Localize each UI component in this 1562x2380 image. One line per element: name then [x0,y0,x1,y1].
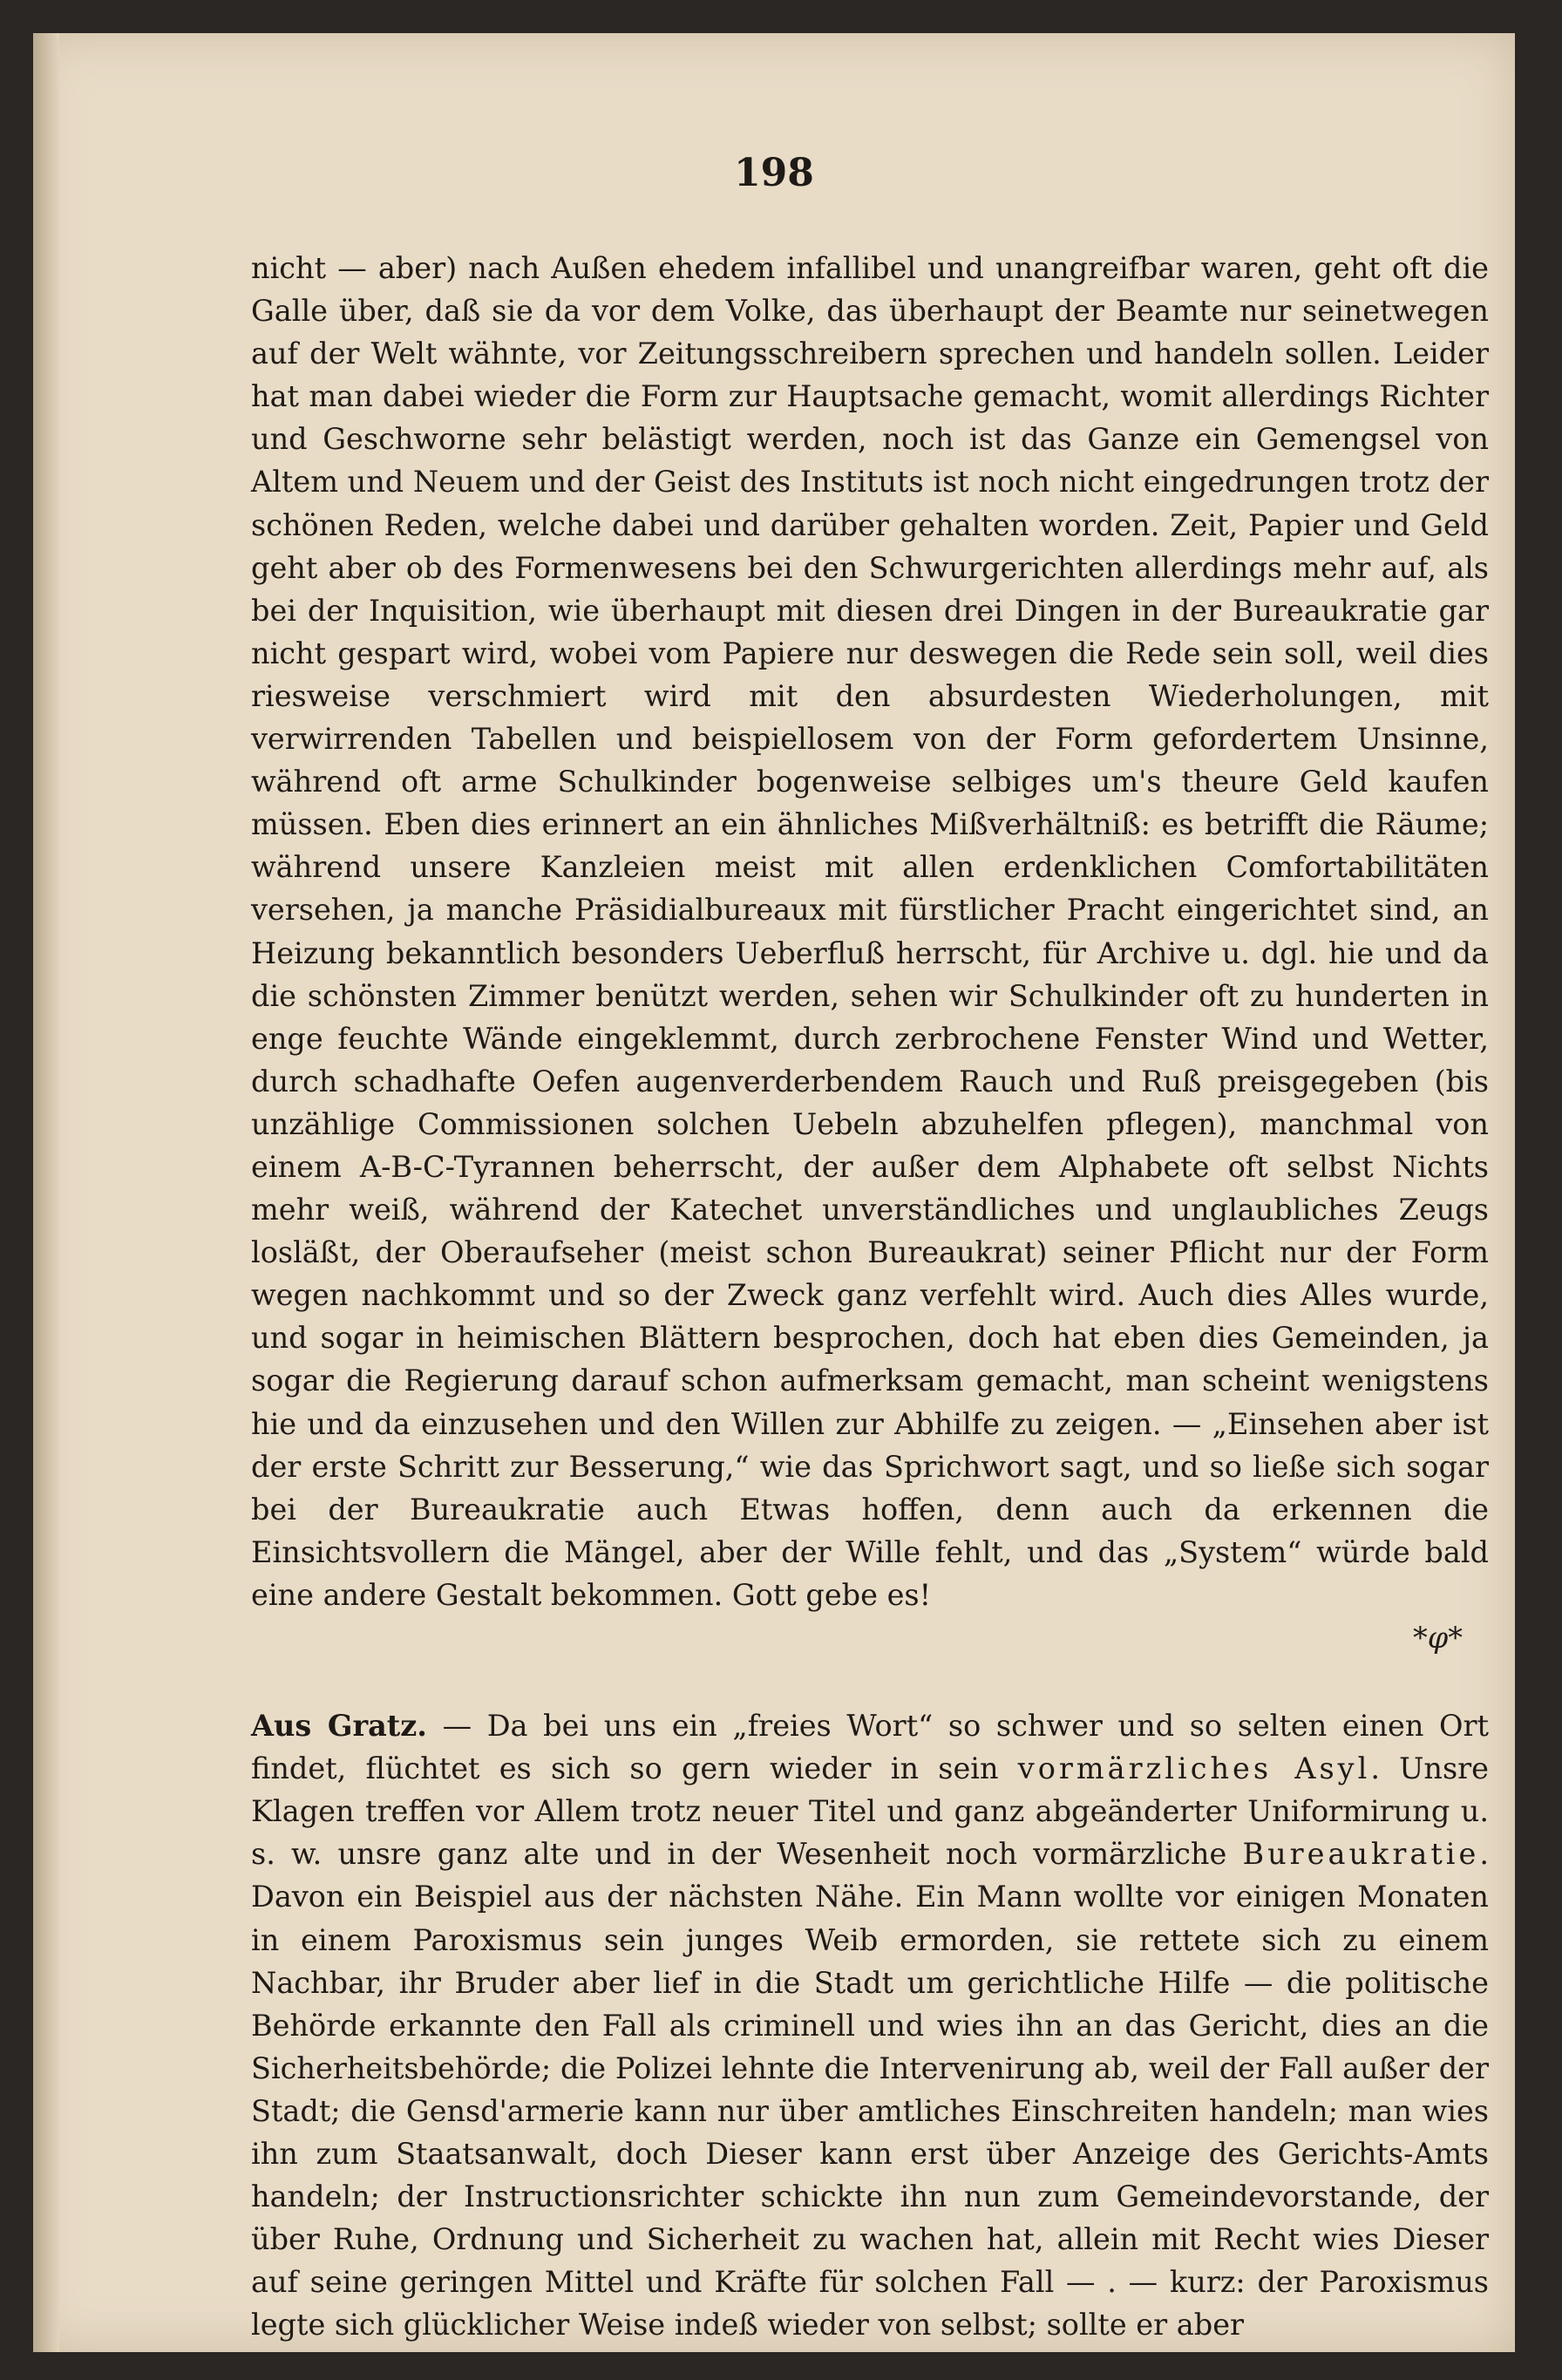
spaced-emphasis-2: Bureaukratie [1242,1837,1480,1872]
article-text-part1: — Da bei uns ein „freies Wort“ so schwer und so selten einen Ort findet, flüchtet es sich so gern wieder in sein [251,1709,1489,1786]
page-body [251,247,1489,2347]
article-text-part3: . Davon ein Beispiel aus der nächsten Nähe. Ein Mann wollte vor einigen Monaten in einem Paroxismus sein junges Weib ermorden, sie rettete sich zu einem Nachbar, ihr Bruder aber lief in die Stadt um gerichtliche Hilfe — die politische Behörde erkannte den Fall als criminell und wies ihn an das Gericht, dies an die Sicherheitsbehörde; die Polizei lehnte die Intervenirung ab, weil der Fall außer der Stadt; die Gensd'armerie kann nur über amtliches Einschreiten handeln; man wies ihn zum Staatsanwalt, doch Dieser kann erst über Anzeige des Gerichts-Amts handeln; der Instructionsrichter schickte ihn nun zum Gemeindevorstande, der über Ruhe, Ordnung und Sicherheit zu wachen hat, allein mit Recht wies Dieser auf seine geringen Mittel und Kräfte für solchen Fall — . — kurz: der Paroxismus legte sich glücklicher Weise indeß wieder von selbst; sollte er aber [251,1837,1489,2343]
section-gap [251,1659,1489,1704]
book-page [33,33,1515,2352]
author-signature: *φ* [1413,1621,1463,1655]
article-continuation-text: nicht — aber) nach Außen ehedem infallibel und unangreifbar waren, geht oft die Galle über, daß sie da vor dem Volke, das überhaupt der Beamte nur seinetwegen auf der Welt wähnte, vor Zeitungsschreibern sprechen und handeln sollen. Leider hat man dabei wieder die Form zur Hauptsache gemacht, womit allerdings Richter und Geschworne sehr belästigt werden, noch ist das Ganze ein Gemengsel von Altem und Neuem und der Geist des Instituts ist noch nicht eingedrungen trotz der schönen Reden, welche dabei und darüber gehalten worden. Zeit, Papier und Geld geht aber ob des Formenwesens bei den Schwurgerichten allerdings mehr auf, als bei der Inquisition, wie überhaupt mit diesen drei Dingen in der Bureaukratie gar nicht gespart wird, wobei vom Papiere nur deswegen die Rede sein soll, weil dies riesweise verschmiert wird mit den absurdesten Wiederholungen, mit verwirrenden Tabellen und beispiellosem von der Form gefordertem Unsinne, während oft arme Schulkinder bogenweise selbiges um's theure Geld kaufen müssen. Eben dies erinnert an ein ähnliches Mißverhältniß: es betrifft die Räume; während unsere Kanzleien meist mit allen erdenklichen Comfortabilitäten versehen, ja manche Präsidialbureaux mit fürstlicher Pracht eingerichtet sind, an Heizung bekanntlich besonders Ueberfluß herrscht, für Archive u. dgl. hie und da die schönsten Zimmer benützt werden, sehen wir Schulkinder oft zu hunderten in enge feuchte Wände eingeklemmt, durch zerbrochene Fenster Wind und Wetter, durch schadhafte Oefen augenverderbendem Rauch und Ruß preisgegeben (bis unzählige Commissionen solchen Uebeln abzuhelfen pflegen), manchmal von einem A-B-C-Tyrannen beherrscht, der außer dem Alphabete oft selbst Nichts mehr weiß, während der Katechet unverständliches und unglaubliches Zeugs losläßt, der Oberaufseher (meist schon Bureaukrat) seiner Pflicht nur der Form wegen nachkommt und so der Zweck ganz verfehlt wird. Auch dies Alles wurde, und sogar in heimischen Blättern besprochen, doch hat eben dies Gemeinden, ja sogar die Regierung darauf schon aufmerksam gemacht, man scheint wenigstens hie und da einzusehen und den Willen zur Abhilfe zu zeigen. — „Einsehen aber ist der erste Schritt zur Besserung,“ wie das Sprichwort sagt, und so ließe sich sogar bei der Bureaukratie auch Etwas hoffen, denn auch da erkennen die Einsichtsvollern die Mängel, aber der Wille fehlt, und das „System“ würde bald eine andere Gestalt bekommen. Gott gebe es! [251,251,1489,1612]
article-aus-gratz [251,1704,1489,2346]
article-text-part2: . Unsre Klagen treffen vor Allem trotz neuer Titel und ganz abgeänderter Uniformirung u. s. w. unsre ganz alte und in der Wesenheit noch vormärzliche [251,1751,1490,1872]
article-heading: Aus Gratz. [251,1709,427,1744]
spaced-emphasis-1: vormärzliches Asyl [1017,1751,1371,1786]
page-number: 198 [734,151,814,195]
page-spine-shadow [33,33,59,2352]
